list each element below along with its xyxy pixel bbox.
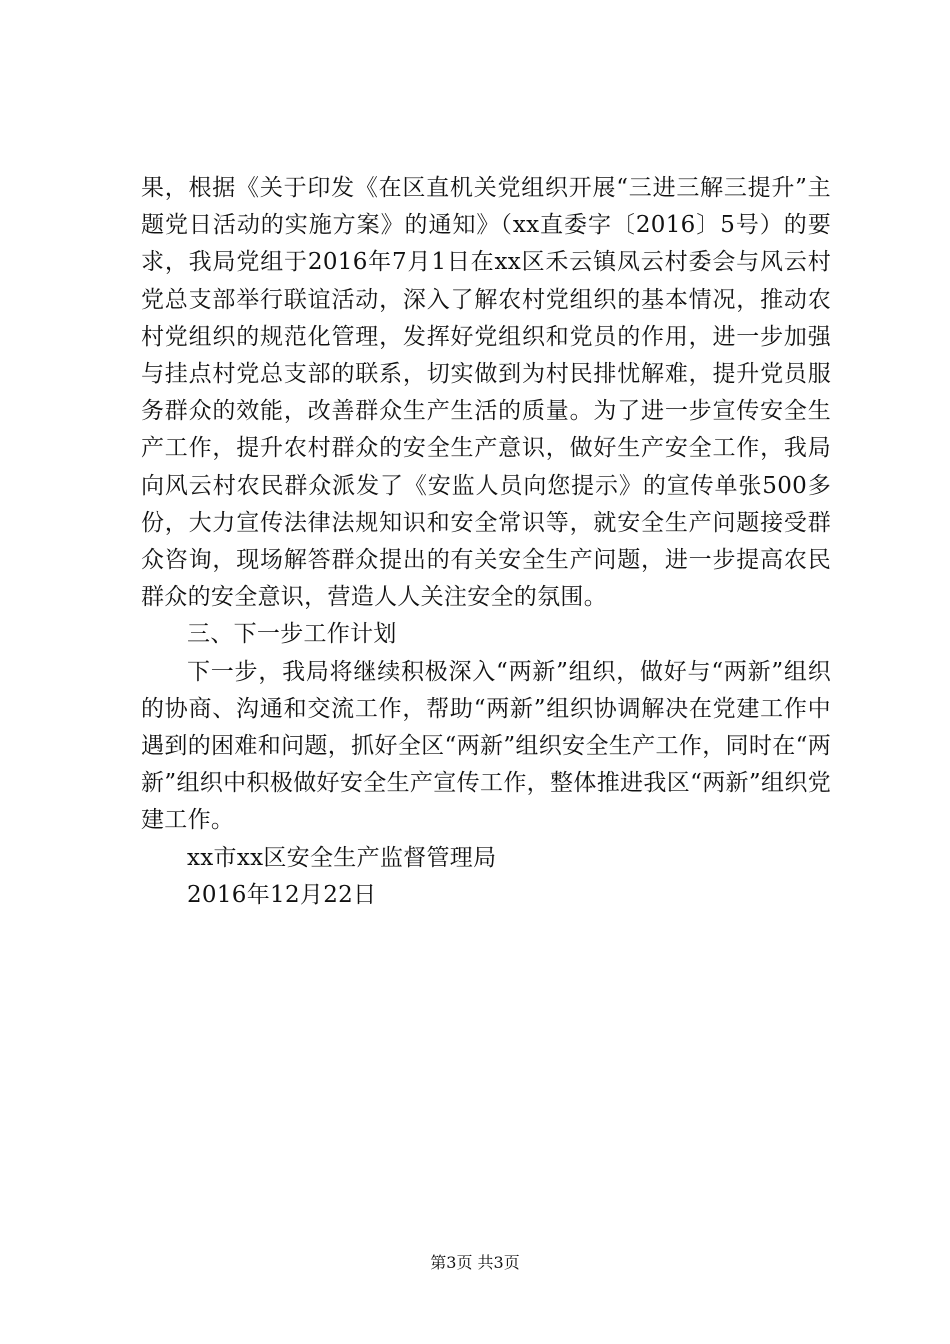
document-body: [141, 170, 831, 914]
signature-date: 2016年12月22日: [187, 881, 377, 908]
paragraph-activity: 果，根据《关于印发《在区直机关党组织开展“三进三解三提升”主题党日活动的实施方案》的通知》（xx直委字〔2016〕5号）的要求，我局党组于2016年7月1日在xx区禾云镇凤云村委会与风云村党总支部举行联谊活动，深入了解农村党组织的基本情况，推动农村党组织的规范化管理，发挥好党组织和党员的作用，进一步加强与挂点村党总支部的联系，切实做到为村民排忧解难，提升党员服务群众的效能，改善群众生产生活的质量。为了进一步宣传安全生产工作，提升农村群众的安全生产意识，做好生产安全工作，我局向风云村农民群众派发了《安监人员向您提示》的宣传单张500多份，大力宣传法律法规知识和安全常识等，就安全生产问题接受群众咨询，现场解答群众提出的有关安全生产问题，进一步提高农民群众的安全意识，营造人人关注安全的氛围。: [141, 175, 831, 611]
page-number-footer: 第3页 共3页: [430, 1253, 520, 1272]
paragraph-next-steps: 下一步，我局将继续积极深入“两新”组织，做好与“两新”组织的协商、沟通和交流工作，帮助“两新”组织协调解决在党建工作中遇到的困难和问题，抓好全区“两新”组织安全生产工作，同时在“两新”组织中积极做好安全生产宣传工作，整体推进我区“两新”组织党建工作。: [141, 658, 831, 834]
section-heading-next-steps: 三、下一步工作计划: [187, 621, 397, 648]
signature-organization: xx市xx区安全生产监督管理局: [187, 844, 497, 871]
